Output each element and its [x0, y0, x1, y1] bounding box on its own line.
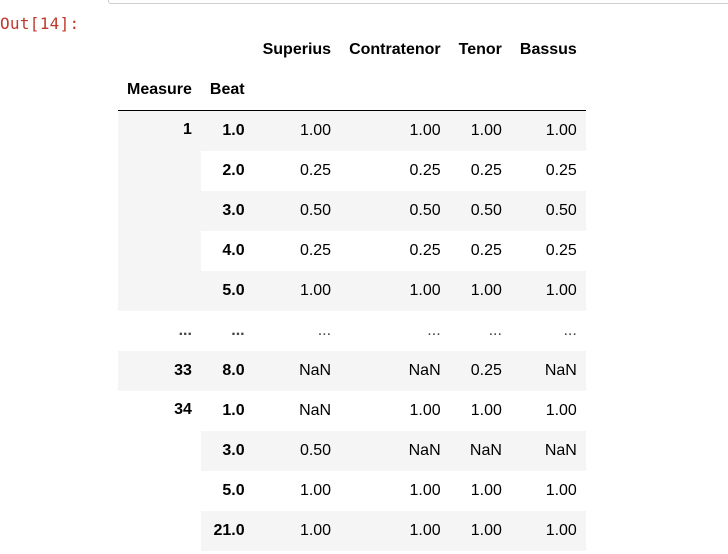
header-spacer: [118, 30, 201, 70]
beat-index-cell: 2.0: [201, 151, 254, 191]
beat-index-cell: 4.0: [201, 231, 254, 271]
value-cell: 1.00: [511, 271, 586, 311]
value-cell: 1.00: [254, 471, 340, 511]
value-cell: 0.50: [254, 431, 340, 471]
measure-index-cell: ...: [178, 322, 192, 339]
value-cell: NaN: [254, 391, 340, 431]
value-cell: 1.00: [511, 391, 586, 431]
value-cell: ...: [340, 311, 450, 351]
value-cell: 0.25: [450, 351, 511, 391]
value-cell: 0.50: [450, 191, 511, 231]
column-header-contratenor: Contratenor: [349, 41, 441, 58]
header-spacer: [201, 30, 254, 70]
output-prompt: Out[14]:: [0, 14, 80, 33]
beat-index-cell: ...: [201, 311, 254, 351]
value-cell: 1.00: [450, 511, 511, 551]
index-name-measure: Measure: [118, 70, 201, 111]
value-cell: ...: [450, 311, 511, 351]
value-cell: 0.25: [511, 151, 586, 191]
value-cell: 0.50: [340, 191, 450, 231]
value-cell: 1.00: [254, 271, 340, 311]
value-cell: 0.50: [254, 191, 340, 231]
value-cell: 0.25: [254, 151, 340, 191]
beat-index-cell: 8.0: [201, 351, 254, 391]
beat-index-cell: 3.0: [201, 431, 254, 471]
value-cell: 1.00: [450, 391, 511, 431]
index-name-spacer: [450, 70, 511, 111]
value-cell: NaN: [450, 431, 511, 471]
value-cell: 1.00: [340, 471, 450, 511]
column-header-row: [118, 30, 586, 70]
beat-index-cell: 3.0: [201, 191, 254, 231]
dataframe-table: [118, 30, 586, 551]
value-cell: 1.00: [450, 471, 511, 511]
cell-top-border: [108, 0, 728, 4]
column-header-bassus: Bassus: [519, 41, 577, 58]
value-cell: NaN: [511, 431, 586, 471]
value-cell: 0.25: [340, 231, 450, 271]
index-name-spacer: [511, 70, 586, 111]
beat-index-cell: 1.0: [201, 111, 254, 152]
value-cell: 1.00: [340, 111, 450, 152]
column-header-superius: Superius: [262, 41, 332, 58]
value-cell: 0.25: [254, 231, 340, 271]
value-cell: 1.00: [340, 271, 450, 311]
value-cell: 0.25: [340, 151, 450, 191]
index-name-spacer: [340, 70, 450, 111]
index-name-row: [118, 70, 586, 111]
value-cell: 1.00: [254, 111, 340, 152]
value-cell: 1.00: [450, 111, 511, 152]
value-cell: NaN: [511, 351, 586, 391]
value-cell: 1.00: [340, 511, 450, 551]
value-cell: NaN: [340, 431, 450, 471]
value-cell: 1.00: [340, 391, 450, 431]
index-name-spacer: [254, 70, 340, 111]
value-cell: 0.25: [511, 231, 586, 271]
measure-index-cell: 1: [118, 111, 201, 312]
measure-index-cell: 33: [118, 351, 201, 391]
beat-index-cell: 5.0: [201, 271, 254, 311]
value-cell: 1.00: [511, 471, 586, 511]
value-cell: 1.00: [511, 511, 586, 551]
table-row: [118, 111, 586, 152]
value-cell: NaN: [254, 351, 340, 391]
table-row: [118, 391, 586, 431]
value-cell: ...: [254, 311, 340, 351]
value-cell: 1.00: [511, 111, 586, 152]
value-cell: 1.00: [254, 511, 340, 551]
measure-index-cell: 34: [118, 391, 201, 551]
value-cell: 0.25: [450, 151, 511, 191]
value-cell: 0.25: [450, 231, 511, 271]
value-cell: 0.50: [511, 191, 586, 231]
table-row: [118, 351, 586, 391]
value-cell: 1.00: [450, 271, 511, 311]
index-name-beat: Beat: [201, 70, 254, 111]
beat-index-cell: 1.0: [201, 391, 254, 431]
beat-index-cell: 21.0: [201, 511, 254, 551]
column-header-tenor: Tenor: [458, 41, 502, 58]
value-cell: ...: [511, 311, 586, 351]
value-cell: NaN: [340, 351, 450, 391]
ellipsis-row: [118, 311, 586, 351]
beat-index-cell: 5.0: [201, 471, 254, 511]
